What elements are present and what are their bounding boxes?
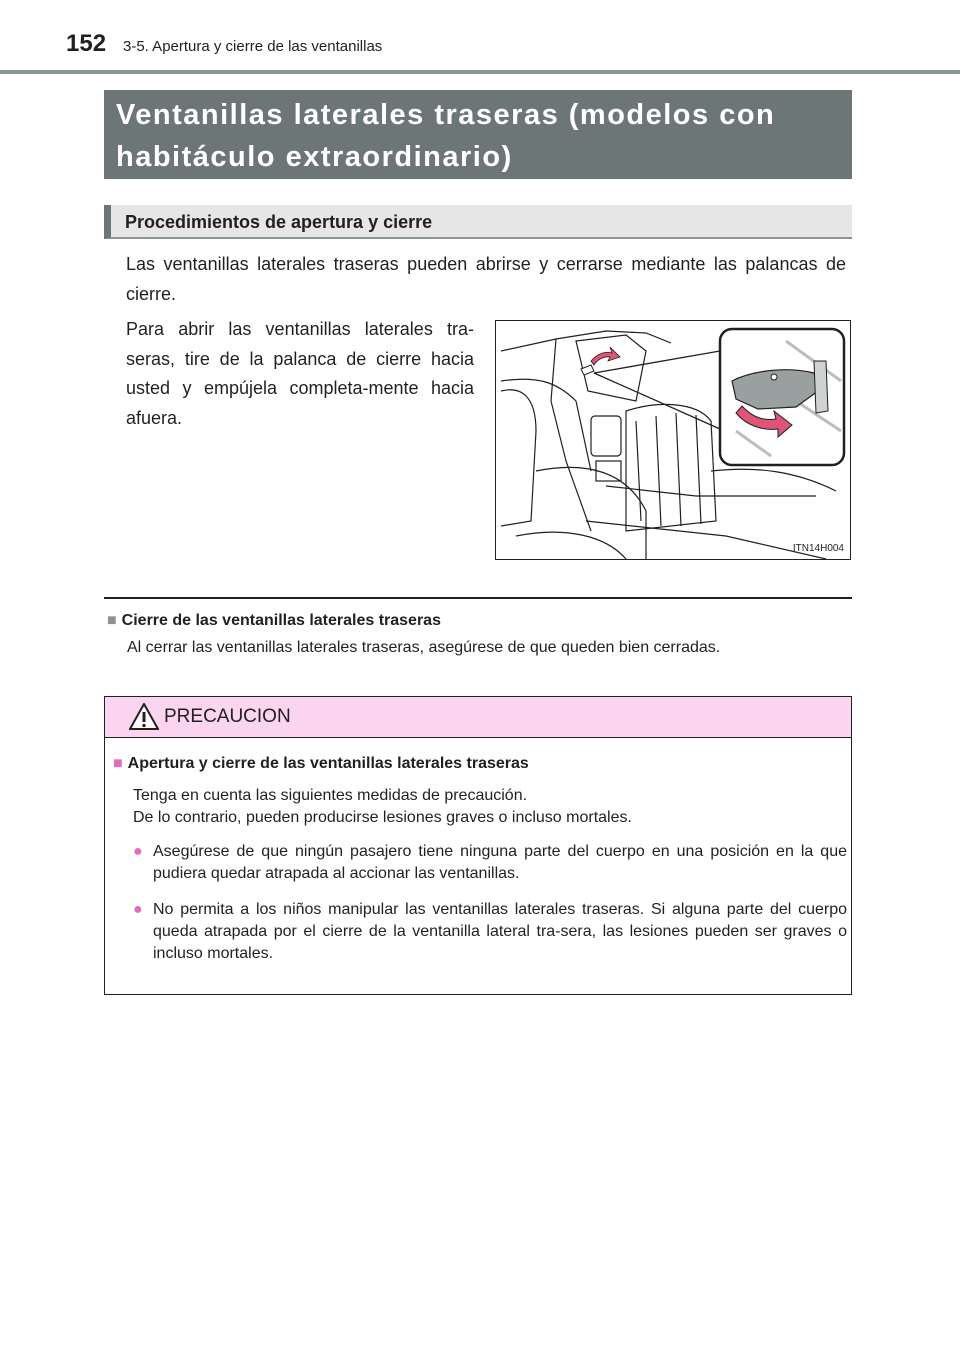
caution-bullet <box>133 899 847 965</box>
caution-bullet-text: No permita a los niños manipular las ventanillas laterales traseras. Si alguna parte del cuerpo queda atrapada por el cierre de la ventanilla lateral tra-sera, las lesiones pueden ser graves o incluso mortales. <box>153 901 847 962</box>
note-title-text: Cierre de las ventanillas laterales traseras <box>121 612 441 629</box>
section-divider <box>104 597 852 599</box>
note-title <box>107 612 852 630</box>
caution-intro-line-1: Tenga en cuenta las siguientes medidas de precaución. <box>133 787 528 804</box>
illustration-window-latch <box>495 320 851 560</box>
intro-paragraph: Las ventanillas laterales traseras pueden abrirse y cerrarse mediante las palancas de cierre. <box>126 254 846 304</box>
caution-box <box>104 696 852 995</box>
section-title-line-1: Ventanillas laterales traseras (modelos con <box>116 99 776 131</box>
subheading: Procedimientos de apertura y cierre <box>125 212 433 232</box>
breadcrumb: 3-5. Apertura y cierre de las ventanillas <box>123 38 383 55</box>
header-rule <box>0 70 960 74</box>
section-title <box>104 90 852 179</box>
circle-bullet-icon: ● <box>133 901 143 918</box>
caution-bullet-text: Asegúrese de que ningún pasajero tiene ninguna parte del cuerpo en una posición en la que pudiera quedar atrapada al accionar las ventanillas. <box>153 843 847 882</box>
note-block <box>107 612 852 657</box>
square-bullet-icon: ■ <box>107 612 117 629</box>
figure-code: ITN14H004 <box>792 543 844 554</box>
square-bullet-icon: ■ <box>113 755 123 772</box>
instruction-paragraph: Para abrir las ventanillas laterales tra-seras, tire de la palanca de cierre hacia usted y empújela completa-mente hacia afuera. <box>126 319 474 428</box>
page-number: 152 <box>66 30 107 57</box>
warning-triangle-icon <box>129 703 159 730</box>
note-text: Al cerrar las ventanillas laterales traseras, asegúrese de que queden bien cerradas. <box>127 639 721 656</box>
circle-bullet-icon: ● <box>133 843 143 860</box>
subheading-bar <box>104 205 852 239</box>
car-interior-illustration <box>496 321 850 559</box>
caution-title <box>113 755 529 773</box>
caution-bullet <box>133 841 847 885</box>
section-title-line-2: habitáculo extraordinario) <box>116 141 513 173</box>
caution-header <box>105 697 851 738</box>
caution-title-text: Apertura y cierre de las ventanillas laterales traseras <box>127 755 529 772</box>
caution-intro-line-2: De lo contrario, pueden producirse lesiones graves o incluso mortales. <box>133 809 632 826</box>
caution-label: PRECAUCION <box>164 706 291 727</box>
